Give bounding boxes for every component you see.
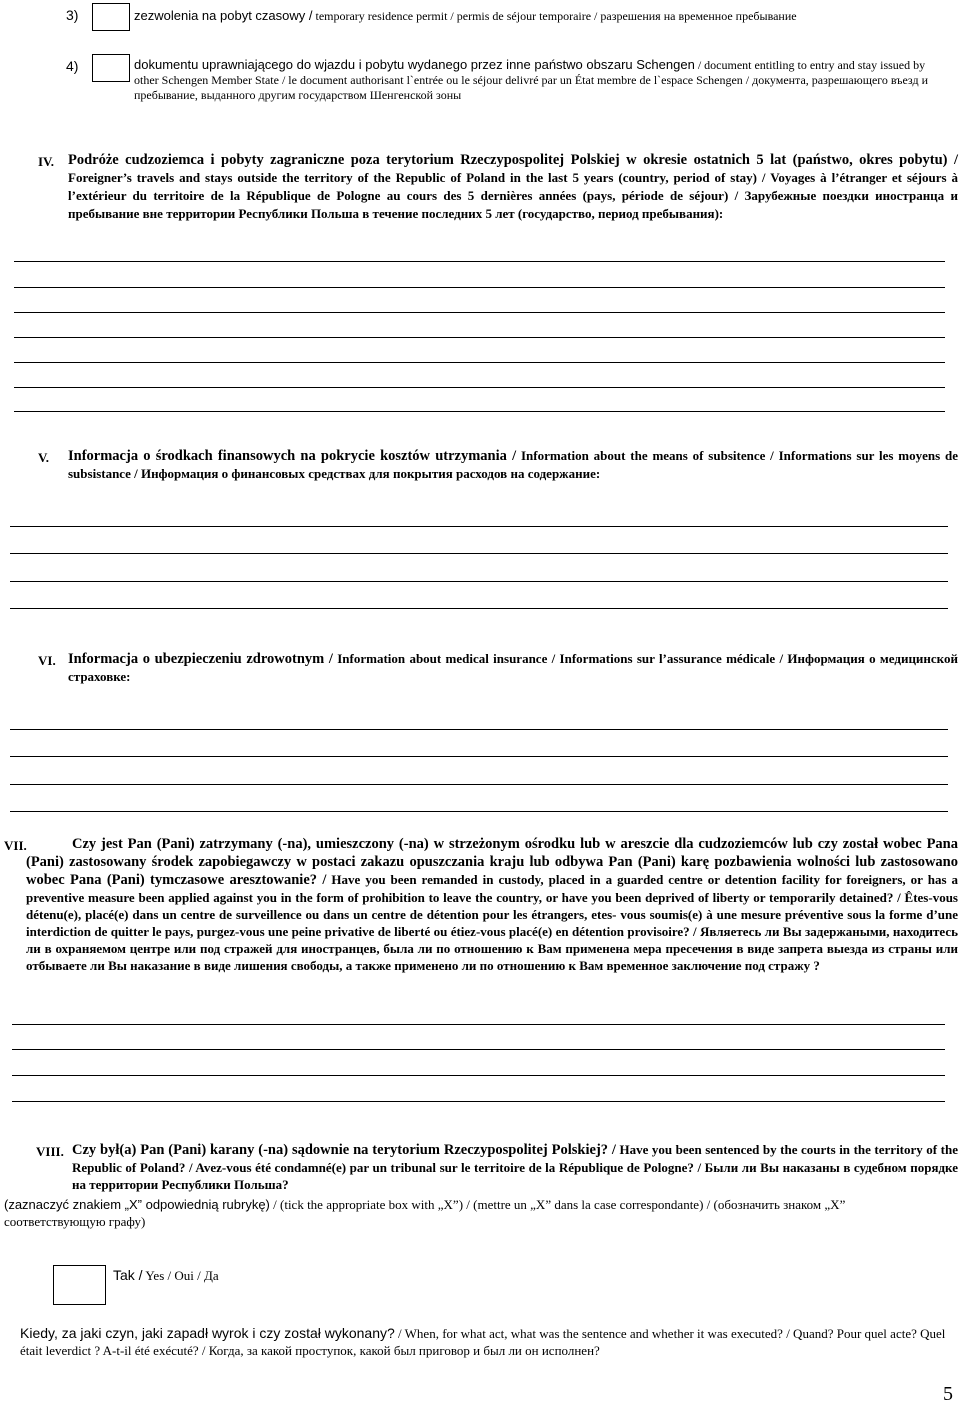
yes-label-pl: Tak / xyxy=(113,1267,143,1283)
answer-line-vi-2[interactable] xyxy=(10,756,948,757)
section-iv-heading-pl: Podróże cudzoziemca i pobyty zagraniczne poza terytorium Rzeczypospolitej Polskiej w okresie ostatnich 5 lat (państwo, okres pobytu) / xyxy=(68,152,958,168)
answer-line-v-4[interactable] xyxy=(10,608,948,609)
answer-line-vi-3[interactable] xyxy=(10,784,948,785)
page-number: 5 xyxy=(943,1383,953,1405)
answer-line-vii-2[interactable] xyxy=(12,1049,945,1050)
item3-text xyxy=(134,8,944,24)
section-iv-number: IV. xyxy=(38,154,55,169)
section-vii-heading-pl: Czy jest Pan (Pani) zatrzymany (-na), umieszczony (-na) w strzeżonym ośrodku lub w areszcie dla cudzoziemców lub czy został wobec Pana (Pani) zastosowany środek zapobiegawczy w postaci zakazu opuszczania kraju lub odbywa Pan (Pani) karę pozbawienia wolności lub zastosowano wobec Pana (Pani) tymczasowe aresztowanie? / xyxy=(26,836,958,888)
follow-up-question xyxy=(20,1325,950,1359)
answer-line-iv-1[interactable] xyxy=(14,261,945,262)
section-v-heading xyxy=(68,447,958,482)
answer-line-v-3[interactable] xyxy=(10,581,948,582)
section-v-heading-pl: Informacja o środkach finansowych na pokrycie kosztów utrzymania / xyxy=(68,448,517,464)
yes-label xyxy=(113,1267,219,1284)
answer-line-vii-1[interactable] xyxy=(12,1024,945,1025)
item-number-3: 3) xyxy=(66,7,79,23)
section-viii-heading xyxy=(72,1141,958,1193)
section-viii-heading-rest: Have you been sentenced by the courts in the territory of the Republic of Poland? / Avez-vous été condamné(e) par un tribunal sur le territoire de la République de Pologne? / Были ли Вы наказаны в судебном порядке на территории Республики Польша? xyxy=(72,1142,958,1192)
item4-text xyxy=(134,57,934,103)
section-vii-number: VII. xyxy=(4,838,27,853)
section-vii-heading xyxy=(26,835,958,974)
instruction-text xyxy=(4,1196,944,1230)
answer-line-iv-7[interactable] xyxy=(14,411,945,412)
section-vi-heading-pl: Informacja o ubezpieczeniu zdrowotnym / xyxy=(68,651,333,667)
answer-line-vi-4[interactable] xyxy=(10,811,948,812)
section-vi-number: VI. xyxy=(38,653,56,668)
section-iv-heading-rest: Foreigner’s travels and stays outside the territory of the Republic of Poland in the last 5 years (country, period of stay) / Voyages à l’étranger et séjours à l’extérieur du territoire de la République de Pologne au cours des 5 dernières années (pays, période de séjour) / Зарубежные поездки иностранца и пребывание вне территории Республики Польша в течение последних 5 лет (государство, период пребывания): xyxy=(68,170,958,221)
checkbox-schengen-document[interactable] xyxy=(92,54,130,82)
instruction-text-rest: / (tick the appropriate box with „X”) / (mettre un „X” dans la case correspondante) / (обозначить знаком „X” соответствующую графу) xyxy=(4,1197,846,1229)
section-vii-heading-rest: Have you been remanded in custody, placed in a guarded centre or detention facility for foreigners, or has a preventive measure been applied against you in the form of prohibition to leave the country, or have you been deprived of liberty or temporarily detained? / Êtes-vous détenu(e), placé(e) dans un centre de surveillence ou dans un centre de détention pour les étrangers, etes- vous soumis(e) à une mesure préventive sous la forme d’une interdiction de quitter le pays, purgez-vous une peine privative de liberté ou étiez-vous placé(e) en détention provisoire? / Являетесь ли Вы задержаными, находитесь ли в охраняемом центре или под стражей для иностранцев, была ли по отношению к Вам применена мера пресечения в виде запрета выезда из страны или отбываете ли Вы наказание в виде лишения свободы, а также применено ли по отношению к Вам временное заключение под стражу ? xyxy=(26,872,958,973)
answer-line-vi-1[interactable] xyxy=(10,729,948,730)
checkbox-yes[interactable] xyxy=(53,1265,106,1305)
section-vi-heading-rest: Information about medical insurance / Informations sur l’assurance médicale / Информация о медицинской страховке: xyxy=(68,651,958,684)
section-viii-heading-pl: Czy był(a) Pan (Pani) karany (-na) sądownie na terytorium Rzeczypospolitej Polskiej? / xyxy=(72,1142,616,1158)
item3-text-rest: temporary residence permit / permis de séjour temporaire / разрешения на временное пребывание xyxy=(312,9,797,23)
answer-line-iv-2[interactable] xyxy=(14,287,945,288)
section-iv-heading xyxy=(68,151,958,223)
answer-line-iv-6[interactable] xyxy=(14,387,945,388)
item4-text-rest: / document entitling to entry and stay issued by other Schengen Member State / le document authorisant l`entrée ou le séjour delivré par un État membre de l`espace Schengen / документа, разрешающего въезд и пребывание, выданного другим государством Шенгенской зоны xyxy=(134,58,928,102)
checkbox-temporary-residence-permit[interactable] xyxy=(92,3,130,31)
answer-line-iv-5[interactable] xyxy=(14,362,945,363)
section-vi-heading xyxy=(68,650,958,685)
section-viii-number: VIII. xyxy=(36,1144,64,1159)
answer-line-v-1[interactable] xyxy=(10,526,948,527)
instruction-text-pl: (zaznaczyć znakiem „X” odpowiednią rubrykę) xyxy=(4,1197,270,1212)
answer-line-vii-4[interactable] xyxy=(12,1101,945,1102)
item4-text-pl: dokumentu uprawniającego do wjazdu i pobytu wydanego przez inne państwo obszaru Schengen xyxy=(134,57,695,72)
answer-line-iv-4[interactable] xyxy=(14,337,945,338)
follow-up-question-pl: Kiedy, za jaki czyn, jaki zapadł wyrok i czy został wykonany? xyxy=(20,1325,395,1341)
answer-line-vii-3[interactable] xyxy=(12,1075,945,1076)
yes-label-rest: Yes / Oui / Да xyxy=(142,1268,219,1283)
item-number-4: 4) xyxy=(66,58,79,74)
section-v-heading-rest: Information about the means of subsitence / Informations sur les moyens de subsistance / Информация о финансовых средствах для покрытия расходов на содержание: xyxy=(68,448,959,481)
item3-text-pl: zezwolenia na pobyt czasowy / xyxy=(134,8,313,23)
answer-line-v-2[interactable] xyxy=(10,553,948,554)
answer-line-iv-3[interactable] xyxy=(14,312,945,313)
follow-up-question-rest: / When, for what act, what was the sentence and whether it was executed? / Quand? Pour quel acte? Quel était leverdict ? A-t-il été exécuté? / Когда, за какой проступок, какой был приговор и был ли он исполнен? xyxy=(20,1326,946,1358)
section-v-number: V. xyxy=(38,450,49,465)
